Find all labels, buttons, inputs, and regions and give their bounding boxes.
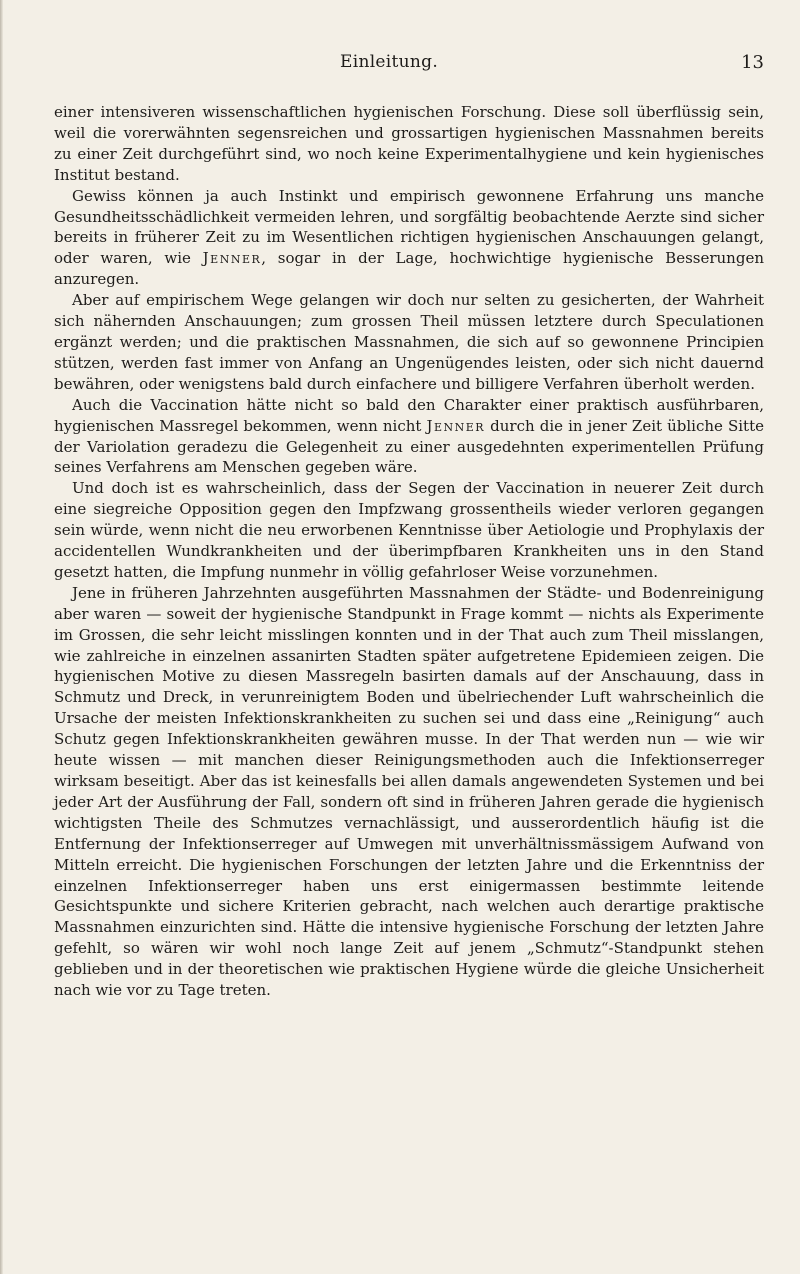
text-segment: Und doch ist es wahrscheinlich, dass der Segen der Vaccination in neuerer Zeit durch eine siegreiche Opposition gegen den Impfzwang grossentheils wieder verloren gegangen sein würde, wenn nicht die neu erworbenen Kenntnisse über Aetiologie und Prophylaxis der accidentellen Wundkrankheiten und der überimpfbaren Krankheiten uns in den Stand gesetzt hatten, die Impfung nunmehr in völlig gefahrloser Weise vorzunehmen. <box>54 479 764 581</box>
running-header <box>54 52 764 82</box>
paragraph-3 <box>54 290 764 395</box>
paragraph-4 <box>54 395 764 479</box>
text-segment: Jene in früheren Jahrzehnten ausgeführten Massnahmen der Städte- und Bodenreinigung aber waren — soweit der hygienische Standpunkt in Frage kommt — nichts als Experimente im Grossen, die sehr leicht misslingen konnten und in der That auch zum Theil misslangen, wie zahlreiche in einzelnen assanirten Stadten später aufgetretene Epidemieen zeigen. Die hygienischen Motive zu diesen Massregeln basirten damals auf der Anschauung, dass in Schmutz und Dreck, in verunreinigtem Boden und übelriechender Luft wahrscheinlich die Ursache der meisten Infektionskrankheiten zu suchen sei und dass eine „Reinigung“ auch Schutz gegen Infektionskrankheiten gewähren musse. In der That werden nun — wie wir heute wissen — mit manchen dieser Reinigungsmethoden auch die Infektionserreger wirksam beseitigt. Aber das ist keinesfalls bei allen damals angewendeten Systemen und bei jeder Art der Ausführung der Fall, sondern oft sind in früheren Jahren gerade die hygienisch wichtigsten Theile des Schmutzes vernachlässigt, und ausserordentlich häufig ist die Entfernung der Infektionserreger auf Umwegen mit unverhältnissmässigem Aufwand von Mitteln erreicht. Die hygienischen Forschungen der letzten Jahre und die Erkenntniss der einzelnen Infektionserreger haben uns erst einigermassen bestimmte leitende Gesichtspunkte und sichere Kriterien gebracht, nach welchen auch derartige praktische Massnahmen einzurichten sind. Hätte die intensive hygienische Forschung der letzten Jahre gefehlt, so wären wir wohl noch lange Zeit auf jenem „Schmutz“-Standpunkt stehen geblieben und in der theoretischen wie praktischen Hygiene würde die gleiche Unsicherheit nach wie vor zu Tage treten. <box>54 583 764 1000</box>
text-segment: einer intensiveren wissenschaftlichen hygienischen Forschung. Diese soll überflüssig sein, weil die vorerwähnten segensreichen und grossartigen hygienischen Massnahmen bereits zu einer Zeit durchgeführt sind, wo noch keine Experimentalhygiene und kein hygienisches Institut bestand. <box>54 103 764 184</box>
author-name-jenner: Jenner <box>202 249 262 268</box>
paragraph-5 <box>54 478 764 583</box>
text-segment: Auch die Vaccination hätte nicht so bald den Charakter einer praktisch ausführbaren, hygienischen Massregel bekommen, wenn nicht <box>54 395 764 435</box>
text-segment: Aber auf empirischem Wege gelangen wir doch nur selten zu gesicherten, der Wahrheit sich nähernden Anschauungen; zum grossen Theil müssen letztere durch Speculationen ergänzt werden; und die praktischen Massnahmen, die sich auf so gewonnene Principien stützen, werden fast immer von Anfang an Ungenügendes leisten, oder sich nicht dauernd bewähren, oder wenigstens bald durch einfachere und billigere Verfahren überholt werden. <box>54 291 764 393</box>
page-number: 13 <box>741 52 764 73</box>
body-text <box>54 102 764 1001</box>
paragraph-1 <box>54 102 764 186</box>
paragraph-6 <box>54 583 764 1001</box>
text-segment: , sogar in der Lage, hochwichtige hygienische Besserungen anzuregen. <box>54 249 764 289</box>
text-segment: Gewiss können ja auch Instinkt und empirisch gewonnene Erfahrung uns manche Gesundheitsschädlichkeit vermeiden lehren, und sorgfältig beobachtende Aerzte sind sicher bereits in früherer Zeit zu im Wesentlichen richtigen hygienischen Anschauungen gelangt, oder waren, wie <box>54 186 764 268</box>
page-edge <box>0 0 3 1274</box>
author-name-jenner: Jenner <box>426 416 486 435</box>
paragraph-2 <box>54 186 764 291</box>
running-title: Einleitung. <box>340 52 439 72</box>
text-segment: durch die in jener Zeit übliche Sitte der Variolation geradezu die Gelegenheit zu einer ausgedehnten experimentellen Prüfung seines Verfahrens am Menschen gegeben wäre. <box>54 416 764 477</box>
